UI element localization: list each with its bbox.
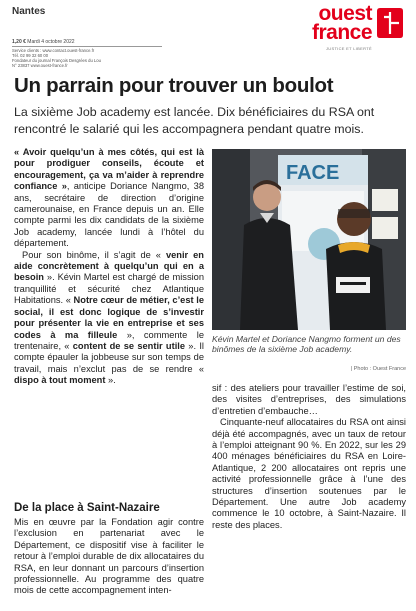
quote-help: venir en aide concrètement à quelqu’un qui en a besoin (14, 249, 204, 283)
contact-line: Fondateur du journal François Desgrées du Lou (12, 58, 101, 63)
edition-city: Nantes (12, 6, 46, 17)
logo-tagline: JUSTICE ET LIBERTÉ (326, 46, 372, 51)
article-photo (212, 149, 406, 330)
paragraph-1 (14, 147, 204, 250)
quote-social: Notre cœur de métier, c’est le social, il est donc logique de s’investir pour présenter la vie en entreprise et ses codes à ma filleule (14, 295, 205, 340)
logo-emblem-icon (376, 6, 404, 40)
edition-info (12, 39, 162, 46)
quote-useful: content de se sentir utile (72, 340, 186, 351)
left-column-lower (14, 517, 204, 597)
contact-line: Tél. 02 99 32 60 00 (12, 53, 49, 58)
left-column (14, 147, 204, 387)
newspaper-logo (282, 4, 372, 42)
paragraph-4: sif : des ateliers pour travailler l’estime de soi, des visites d’entreprises, des simulations d’entretien d’embauche… (212, 383, 406, 416)
logo-word-2: france (311, 21, 372, 44)
article-headline: Un parrain pour trouver un boulot (14, 74, 334, 97)
right-column (212, 383, 406, 531)
article-lead: La sixième Job academy est lancée. Dix bénéficiaires du RSA ont rencontré le salarié qui les accompagnera pendant quatre mois. (14, 105, 375, 136)
section-subheading: De la place à Saint-Nazaire (14, 502, 160, 514)
quote-available: dispo à tout moment (14, 375, 106, 386)
contact-line: Service clients : www.contact.ouest-france.fr (12, 48, 95, 53)
issue-date: Mardi 4 octobre 2022 (27, 39, 75, 45)
masthead (0, 0, 416, 70)
paragraph-1-rest: , anticipe Doriance Nangmo, 38 ans, secrétaire de direction d’origine camerounaise, en France depuis un an. Elle compte parmi les dix candidats de la sixième Job academy, lancée lundi à l’hôtel du département. (14, 181, 204, 249)
price: 1,20 € (12, 39, 26, 45)
photo-illustration (212, 149, 406, 330)
paragraph-2: Pour son binôme, il s’agit de « venir en aide concrètement à quelqu’un qui en a besoin ». Kévin Martel est chargé de mission tranquillité et sécurité chez Atlantique Habitations. « Notre cœur de métier, c’est le social, il est donc logique de s’investir pour présenter la vie en entreprise et ses codes à ma filleule », commente le trentenaire, « content de se sentir utile ». Il compte épauler la jobbeuse sur son temps de travail, mais n’exclut pas de se rendre « dispo à tout moment ». (14, 249, 205, 386)
paragraph-3: Mis en œuvre par la Fondation agir contre l’exclusion en partenariat avec le Département, ce dispositif vise à faciliter le retour à l’emploi durable de dix allocataires du RSA, en leur donnant un parcours d’insertion professionnelle. Au programme des quatre mois de cette accompagnement inten- (14, 517, 204, 596)
masthead-rule (12, 46, 162, 47)
photo-caption: Kévin Martel et Doriance Nangmo forment un des binômes de la sixième Job academy. (212, 334, 401, 355)
photo-credit: | Photo : Ouest France (350, 366, 406, 372)
contact-line: N° 23837 www.ouest-france.fr (12, 63, 68, 68)
paragraph-5: Cinquante-neuf allocataires du RSA ont ainsi déjà été accompagnés, avec un taux de retour à l’emploi atteignant 90 %. En 2022, sur les 29 400 ménages bénéficiaires du RSA en Loire-Atlantique, 2 200 allocataires ont repris une activité professionnelle grâce à l’une des structures d’insertion soutenues par le Département. Une autre Job academy commence le 10 octobre, à Saint-Nazaire. Il reste des places. (212, 417, 406, 530)
logo-word-1: ouest (318, 2, 372, 25)
opening-quote: « Avoir quelqu’un à mes côtés, qui est là pour prodiguer conseils, écoute et encouragement, ça va m’aider à reprendre confiance » (14, 147, 204, 192)
contact-block (12, 48, 172, 68)
photo-sign-text: FACE (286, 162, 340, 184)
